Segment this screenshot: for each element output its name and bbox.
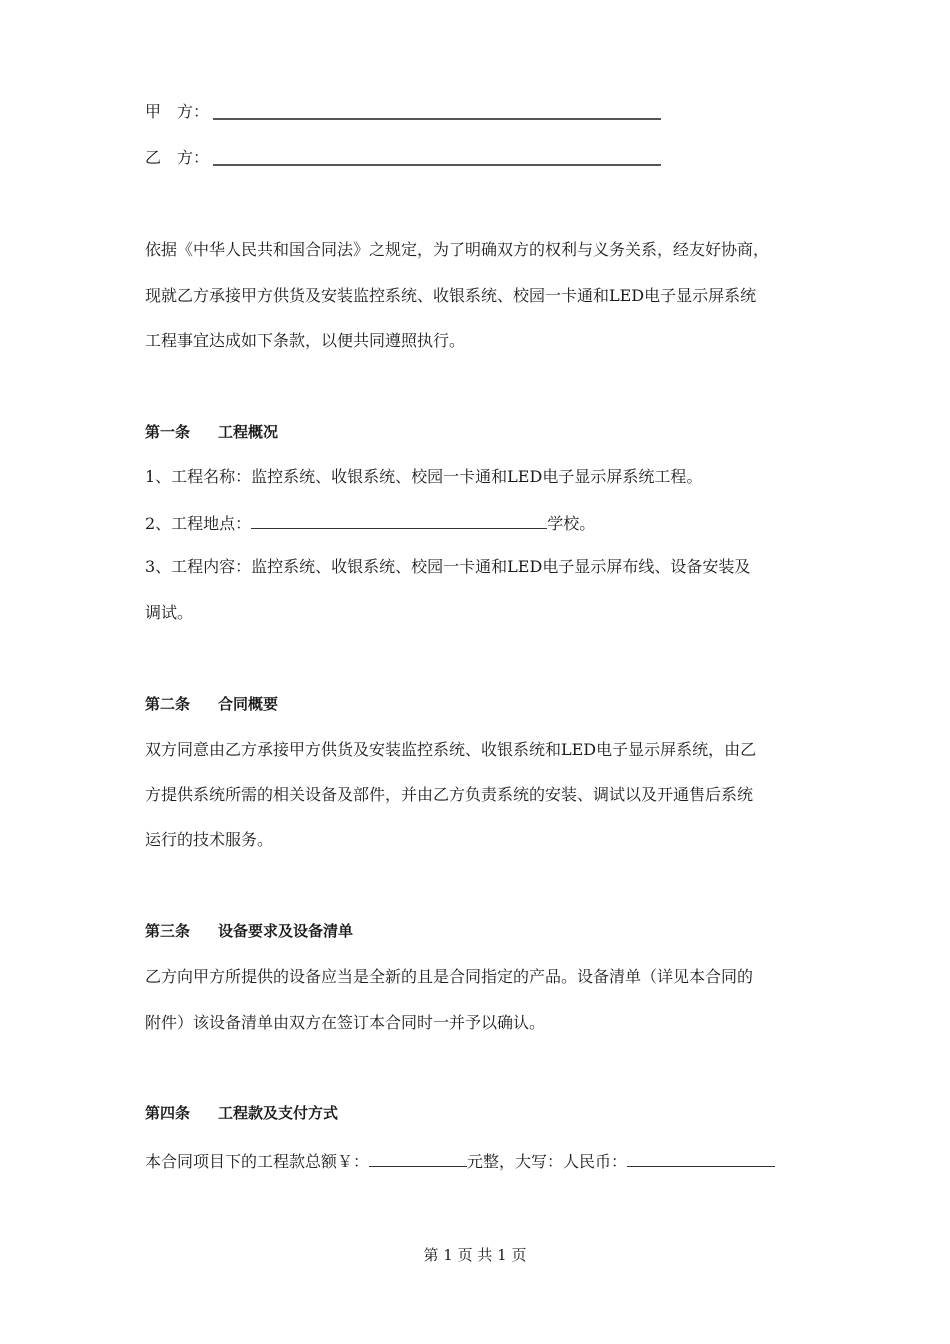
article-3-line-2: 附件）该设备清单由双方在签订本合同时一并予以确认。 — [145, 1013, 546, 1032]
article-3-number: 第三条 — [145, 922, 191, 940]
amount-in-words-label: 元整，大写：人民币： — [467, 1152, 628, 1171]
project-location-label: 2、工程地点： — [145, 514, 252, 533]
article-3-line-1: 乙方向甲方所提供的设备应当是全新的且是合同指定的产品。设备清单（详见本合同的 — [145, 967, 754, 986]
party-a-label: 甲 方： — [145, 102, 210, 121]
article-1-item-3-line-1: 3、工程内容：监控系统、收银系统、校园一卡通和LED电子显示屏布线、设备安装及 — [145, 557, 751, 576]
article-4-heading — [145, 1103, 338, 1123]
article-1-item-3-line-2: 调试。 — [145, 603, 194, 622]
party-b-underline — [213, 164, 661, 166]
intro-line-3: 工程事宜达成如下条款，以便共同遵照执行。 — [145, 331, 466, 350]
article-2-heading — [145, 694, 278, 714]
article-4-title: 工程款及支付方式 — [218, 1104, 339, 1122]
page-footer: 第 1 页 共 1 页 — [423, 1246, 527, 1264]
party-b-label: 乙 方： — [145, 148, 210, 167]
article-1-title: 工程概况 — [218, 423, 279, 441]
article-2-line-2: 方提供系统所需的相关设备及部件，并由乙方负责系统的安装、调试以及开通售后系统 — [145, 785, 754, 804]
article-2-title: 合同概要 — [218, 695, 279, 713]
amount-in-words-blank — [627, 1150, 775, 1167]
article-4-number: 第四条 — [145, 1104, 191, 1122]
article-1-item-1: 1、工程名称：监控系统、收银系统、校园一卡通和LED电子显示屏系统工程。 — [145, 467, 703, 486]
party-a-line — [145, 102, 661, 122]
article-2-line-1: 双方同意由乙方承接甲方供货及安装监控系统、收银系统和LED电子显示屏系统，由乙 — [145, 740, 757, 759]
project-location-blank — [251, 512, 547, 529]
total-amount-blank — [369, 1150, 467, 1167]
total-amount-label: 本合同项目下的工程款总额￥： — [145, 1152, 370, 1171]
article-4-line-1 — [145, 1150, 775, 1172]
party-b-line — [145, 148, 661, 168]
article-1-number: 第一条 — [145, 423, 191, 441]
project-location-suffix: 学校。 — [547, 514, 596, 533]
article-3-heading — [145, 921, 353, 941]
intro-line-1: 依据《中华人民共和国合同法》之规定，为了明确双方的权利与义务关系，经友好协商， — [145, 240, 770, 259]
party-a-underline — [213, 118, 661, 120]
article-1-heading — [145, 422, 278, 442]
article-2-number: 第二条 — [145, 695, 191, 713]
intro-line-2: 现就乙方承接甲方供货及安装监控系统、收银系统、校园一卡通和LED电子显示屏系统 — [145, 286, 757, 305]
article-1-item-2 — [145, 512, 595, 534]
article-2-line-3: 运行的技术服务。 — [145, 830, 274, 849]
article-3-title: 设备要求及设备清单 — [218, 922, 354, 940]
